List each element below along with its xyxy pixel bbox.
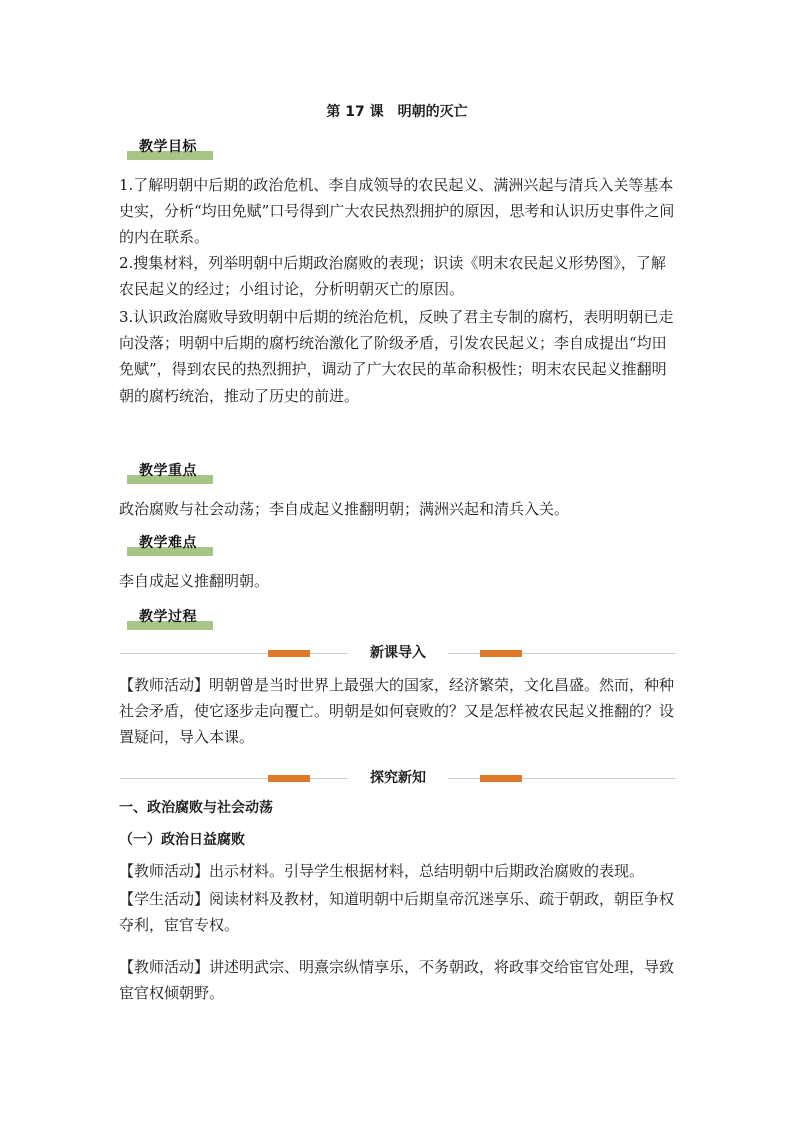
- divider-explore: [120, 768, 676, 788]
- section-process-label: 教学过程: [139, 609, 197, 625]
- section-key-points: [127, 462, 213, 484]
- section-objectives-label: 教学目标: [139, 139, 197, 155]
- intro-text: 【教师活动】明朝曾是当时世界上最强大的国家，经济繁荣，文化昌盛。然而，种种社会矛盾，使它逐步走向覆亡。明朝是如何衰败的？又是怎样被农民起义推翻的？设置疑问，导入本课。: [119, 676, 675, 747]
- divider-explore-label: 探究新知: [120, 768, 676, 788]
- difficulties-text: 李自成起义推翻明朝。: [119, 572, 270, 590]
- activity-1: 【教师活动】出示材料。引导学生根据材料，总结明朝中后期政治腐败的表现。: [119, 862, 645, 880]
- activity-3: 【教师活动】讲述明武宗、明熹宗纵情享乐，不务朝政，将政事交给宦官处理，导致宦官权倾朝野。: [119, 958, 675, 1003]
- divider-intro: [120, 643, 676, 663]
- section-key-points-label: 教学重点: [139, 463, 197, 479]
- objective-3: 3.认识政治腐败导致明朝中后期的统治危机，反映了君主专制的腐朽，表明明朝已走向没落；明朝中后期的腐朽统治激化了阶级矛盾，引发农民起义；李自成提出“均田免赋”，得到农民的热烈拥护，调动了广大农民的革命积极性；明末农民起义推翻明朝的腐朽统治，推动了历史的前进。: [119, 308, 674, 405]
- divider-intro-label: 新课导入: [120, 643, 676, 663]
- objective-1: 1.了解明朝中后期的政治危机、李自成领导的农民起义、满洲兴起与清兵入关等基本史实，分析“均田免赋”口号得到广大农民热烈拥护的原因，思考和认识历史事件之间的内在联系。: [119, 176, 675, 247]
- part1-subheading: （一）政治日益腐败: [119, 832, 245, 848]
- section-difficulties-label: 教学难点: [139, 535, 197, 551]
- section-difficulties: [127, 534, 213, 556]
- activity-2: 【学生活动】阅读材料及教材，知道明朝中后期皇帝沉迷享乐、疏于朝政，朝臣争权夺利，宦官专权。: [119, 890, 675, 935]
- part1-heading: 一、政治腐败与社会动荡: [119, 800, 273, 816]
- lesson-title: 第 17 课 明朝的灭亡: [326, 104, 468, 120]
- objective-2: 2.搜集材料，列举明朝中后期政治腐败的表现；识读《明末农民起义形势图》，了解农民起义的经过；小组讨论，分析明朝灭亡的原因。: [119, 254, 666, 299]
- section-objectives: [127, 138, 213, 160]
- section-process: [127, 608, 213, 630]
- key-points-text: 政治腐败与社会动荡；李自成起义推翻明朝；满洲兴起和清兵入关。: [119, 500, 570, 518]
